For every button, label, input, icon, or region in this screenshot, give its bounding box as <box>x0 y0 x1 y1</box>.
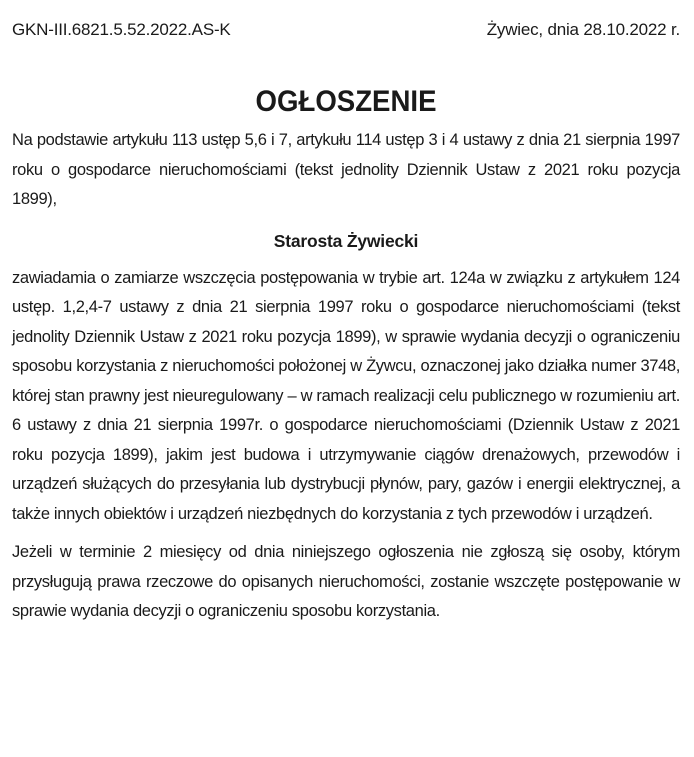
document-header <box>12 18 680 42</box>
intro-paragraph: Na podstawie artykułu 113 ustęp 5,6 i 7, artykułu 114 ustęp 3 i 4 ustawy z dnia 21 sierpnia 1997 roku o gospodarce nieruchomościami (tekst jednolity Dziennik Ustaw z 2021 roku pozycja 1899), <box>12 131 680 208</box>
reference-number: GKN-III.6821.5.52.2022.AS-K <box>12 20 231 39</box>
closing-paragraph: Jeżeli w terminie 2 miesięcy od dnia niniejszego ogłoszenia nie zgłoszą się osoby, którym przysługują prawa rzeczowe do opisanych nieruchomości, zostanie wszczęte postępowanie w sprawie wydania decyzji o ograniczeniu sposobu korzystania. <box>12 543 680 620</box>
body-paragraph: zawiadamia o zamiarze wszczęcia postępowania w trybie art. 124a w związku z artykułem 124 ustęp. 1,2,4-7 ustawy z dnia 21 sierpnia 1997 roku o gospodarce nieruchomościami (tekst jednolity Dziennik Ustaw z 2021 roku pozycja 1899), w sprawie wydania decyzji o ograniczeniu sposobu korzystania z nieruchomości położonej w Żywcu, oznaczonej jako działka numer 3748, której stan prawny jest nieuregulowany – w ramach realizacji celu publicznego w rozumieniu art. 6 ustawy z dnia 21 sierpnia 1997r. o gospodarce nieruchomościami (Dziennik Ustaw z 2021 roku pozycja 1899), jakim jest budowa i utrzymywanie ciągów drenażowych, przewodów i urządzeń służących do przesyłania lub dystrybucji płynów, pary, gazów i energii elektrycznej, a także innych obiektów i urządzeń niezbędnych do korzystania z tych przewodów i urządzeń. <box>12 268 680 523</box>
signatory: Starosta Żywiecki <box>273 230 419 251</box>
place-and-date: Żywiec, dnia 28.10.2022 r. <box>486 20 680 39</box>
document-title: OGŁOSZENIE <box>255 85 437 118</box>
